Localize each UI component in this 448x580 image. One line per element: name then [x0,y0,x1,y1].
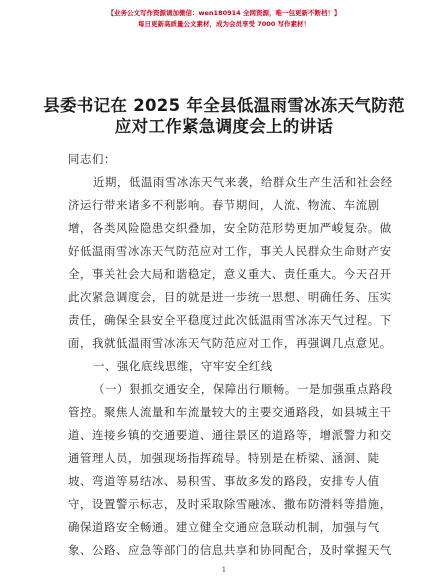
body-line: 坡、弯道等易结冰、易积雪、事故多发的路段，安排专人值 [68,474,380,488]
body-line: 管控。聚焦人流量和车流量较大的主要交通路段，如县城主干 [68,405,392,419]
subsection-line: （一）狠抓交通安全，保障出行顺畅。一是加强重点路段 [93,382,393,396]
body-line: 确保道路安全畅通。建立健全交通应急联动机制，加强与气 [68,520,380,534]
section-heading: 一、强化底线思维，守牢安全红线 [93,359,273,373]
body-line: 守，设置警示标志，及时采取除雪融冰、撒布防滑料等措施， [68,497,392,511]
body-line: 增，各类风险隐患交织叠加，安全防范形势更加严峻复杂。做 [68,221,392,235]
body-line: 面，我就低温雨雪冰冻天气防范应对工作，再强调几点意见。 [68,336,392,350]
body-line: 济运行带来诸多不利影响。春节期间，人流、物流、车流剧 [68,198,380,212]
salutation: 同志们： [68,152,116,166]
body-line: 通管理人员，加强现场指挥疏导。特别是在桥梁、涵洞、陡 [68,451,380,465]
body-line: 好低温雨雪冰冻天气防范应对工作，事关人民群众生命财产安 [68,244,392,258]
promo-banner-line-2: 每日更新高质量公文素材，成为会员享受 7000 写作素材！ [137,20,311,28]
body-line: 全，事关社会大局和谐稳定，意义重大、责任重大。今天召开 [68,267,392,281]
body-line: 此次紧急调度会，目的就是进一步统一思想、明确任务、压实 [68,290,392,304]
document-title-line-1: 县委书记在 2025 年全县低温雨雪冰冻天气防范 [43,96,405,115]
document-title-line-2: 应对工作紧急调度会上的讲话 [114,117,334,136]
body-line: 象、公路、应急等部门的信息共享和协同配合，及时掌握天气 [68,543,392,557]
promo-banner-line-1: 【业务公文写作资源请加微信：wen180914 全网资源，唯一包更新不断档！】 [107,9,341,17]
body-line: 责任，确保全县安全平稳度过此次低温雨雪冰冻天气过程。下 [68,313,392,327]
body-line: 近期，低温雨雪冰冻天气来袭，给群众生产生活和社会经 [93,175,393,189]
body-line: 道、连接乡镇的交通要道、通往景区的道路等，增派警力和交 [68,428,392,442]
page-number: 1 [221,566,227,574]
